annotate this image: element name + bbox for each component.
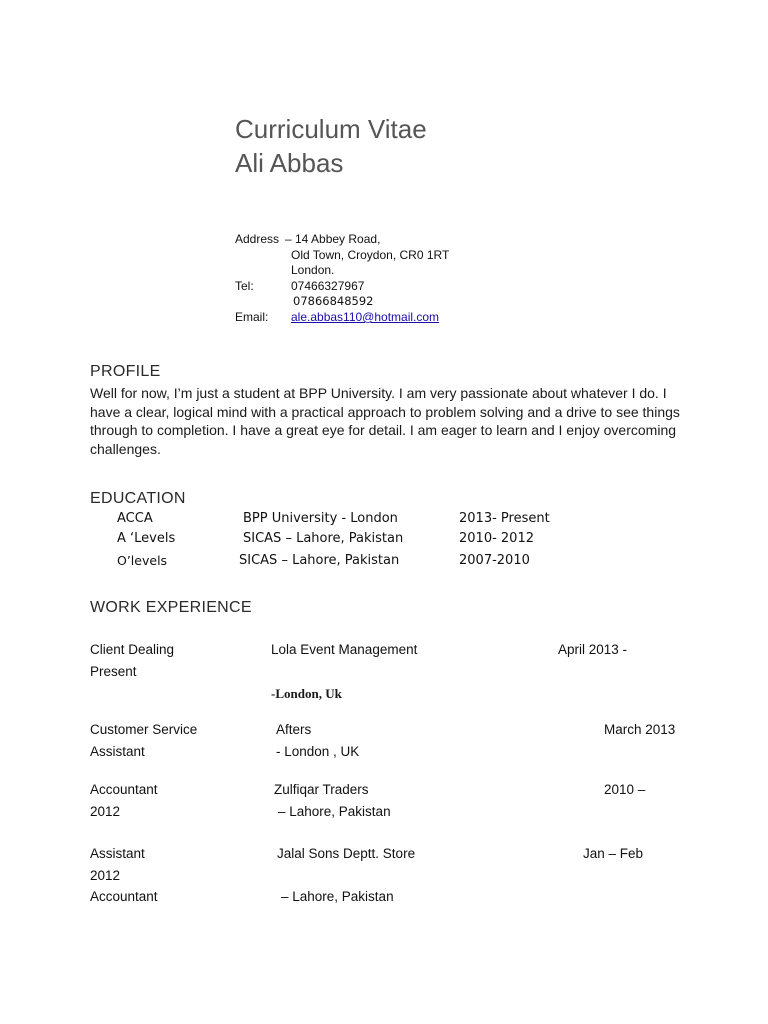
document-title: Curriculum Vitae <box>235 114 427 144</box>
job-dates: April 2013 - <box>558 642 628 657</box>
tel-secondary: 07866848592 <box>293 294 374 308</box>
education-heading: EDUCATION <box>90 490 186 507</box>
job-role: Customer Service <box>90 722 198 737</box>
address-line-3: London. <box>291 263 335 277</box>
profile-text: Well for now, I’m just a student at BPP University. I am very passionate about whatever I do. I have a clear, logical mind with a practical approach to problem solving and a drive to see things through to completion. I have a great eye for detail. I am eager to learn and I enjoy overcoming challenges. <box>90 385 680 457</box>
job-role: Assistant <box>90 846 145 861</box>
email-label: Email: <box>235 310 269 324</box>
edu-qualification: ACCA <box>117 511 153 526</box>
job-role: Client Dealing <box>90 642 175 657</box>
edu-years: 2007-2010 <box>459 553 530 568</box>
job-role-cont: 2012 <box>90 804 121 819</box>
edu-qualification: A ‘Levels <box>117 531 176 546</box>
job-dates: 2010 – <box>604 782 646 797</box>
work-heading: WORK EXPERIENCE <box>90 599 252 616</box>
job-dates: Jan – Feb <box>583 846 644 861</box>
job-employer: Jalal Sons Deptt. Store <box>277 846 416 861</box>
job-dates: March 2013 <box>604 722 676 737</box>
job-employer: Lola Event Management <box>271 642 418 657</box>
edu-institution: SICAS – Lahore, Pakistan <box>239 553 400 568</box>
job-role-cont: 2012 <box>90 868 121 883</box>
edu-years: 2010- 2012 <box>459 531 534 546</box>
job-location: -London, Uk <box>271 686 342 701</box>
tel-label: Tel: <box>235 279 254 293</box>
profile-heading: PROFILE <box>90 363 161 380</box>
job-role-cont: Accountant <box>90 889 158 904</box>
tel-primary: 07466327967 <box>291 279 365 293</box>
edu-institution: BPP University - London <box>243 511 398 526</box>
job-location: – Lahore, Pakistan <box>278 804 391 819</box>
job-employer: Zulfiqar Traders <box>274 782 369 797</box>
address-line-2: Old Town, Croydon, CR0 1RT <box>291 248 450 262</box>
address-line-1: – 14 Abbey Road, <box>285 232 381 246</box>
candidate-name: Ali Abbas <box>235 148 344 178</box>
job-location: – Lahore, Pakistan <box>281 889 394 904</box>
job-role-cont: Present <box>90 664 137 679</box>
job-employer: Afters <box>276 722 312 737</box>
edu-qualification: O’levels <box>117 553 168 568</box>
job-role-cont: Assistant <box>90 744 145 759</box>
edu-institution: SICAS – Lahore, Pakistan <box>243 531 404 546</box>
email-link[interactable]: ale.abbas110@hotmail.com <box>291 310 440 324</box>
address-label: Address <box>235 232 280 246</box>
job-location: - London , UK <box>276 744 360 759</box>
edu-years: 2013- Present <box>459 511 550 526</box>
job-role: Accountant <box>90 782 158 797</box>
